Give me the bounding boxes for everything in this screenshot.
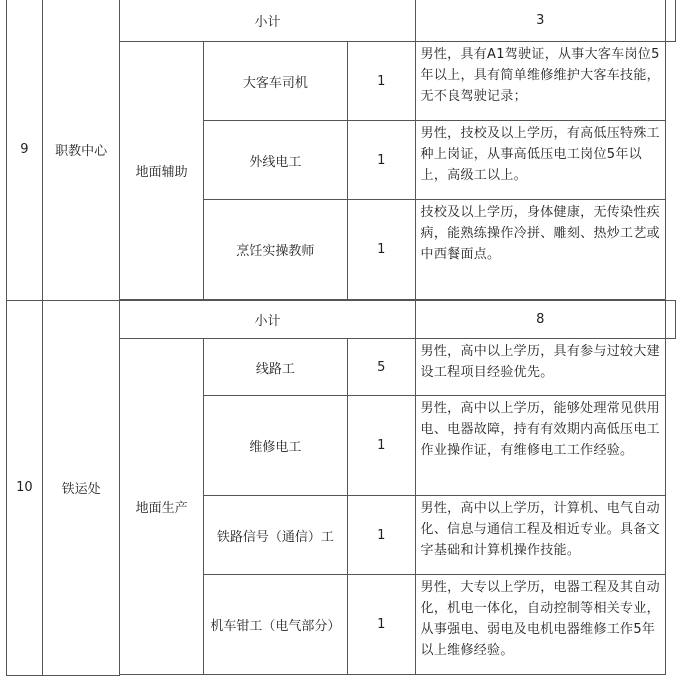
- subtotal-value: 3: [415, 0, 665, 42]
- post-requirement: 男性，具有A1驾驶证，从事大客车岗位5年以上，具有简单维修维护大客车技能，无不良驾驶记录；: [415, 42, 665, 121]
- empty-cell: [666, 0, 676, 42]
- post-count: 1: [347, 121, 415, 200]
- post-name: 烹饪实操教师: [203, 200, 347, 300]
- post-requirement: 男性，技校及以上学历，有高低压特殊工种上岗证，从事高低压电工岗位5年以上，高级工以上。: [415, 121, 665, 200]
- post-count: 5: [347, 339, 415, 396]
- post-count: 1: [347, 42, 415, 121]
- post-name: 铁路信号（通信）工: [203, 496, 347, 575]
- post-requirement: 男性，高中以上学历，具有参与过较大建设工程项目经验优先。: [415, 339, 665, 396]
- post-requirement: 男性，高中以上学历，能够处理常见供用电、电器故障，持有有效期内高低压电工作业操作证，有维修电工工作经验。: [415, 396, 665, 496]
- empty-cell: [666, 301, 676, 339]
- post-name: 线路工: [203, 339, 347, 396]
- category: 地面生产: [120, 339, 203, 675]
- subtotal-value: 8: [415, 301, 665, 339]
- table-row: [7, 301, 676, 339]
- post-count: 1: [347, 575, 415, 675]
- category: 地面辅助: [120, 42, 203, 300]
- section-number: 10: [7, 301, 43, 676]
- section-number: 9: [7, 0, 43, 301]
- table-row: [7, 0, 676, 42]
- subtotal-label: 小计: [120, 301, 415, 339]
- post-requirement: 男性，大专以上学历，电器工程及其自动化，机电一体化，自动控制等相关专业，从事强电、弱电及电机电器维修工作5年以上维修经验。: [415, 575, 665, 675]
- subtotal-label: 小计: [120, 0, 415, 42]
- recruitment-table: [6, 0, 676, 676]
- post-name: 外线电工: [203, 121, 347, 200]
- unit-name: 铁运处: [42, 301, 120, 676]
- post-requirement: 男性，高中以上学历，计算机、电气自动化、信息与通信工程及相近专业。具备文字基础和计算机操作技能。: [415, 496, 665, 575]
- post-requirement: 技校及以上学历，身体健康，无传染性疾病，能熟练操作冷拼、雕刻、热炒工艺或中西餐面点。: [415, 200, 665, 300]
- post-name: 大客车司机: [203, 42, 347, 121]
- post-name: 维修电工: [203, 396, 347, 496]
- post-count: 1: [347, 200, 415, 300]
- post-count: 1: [347, 496, 415, 575]
- unit-name: 职教中心: [42, 0, 120, 301]
- post-name: 机车钳工（电气部分）: [203, 575, 347, 675]
- post-count: 1: [347, 396, 415, 496]
